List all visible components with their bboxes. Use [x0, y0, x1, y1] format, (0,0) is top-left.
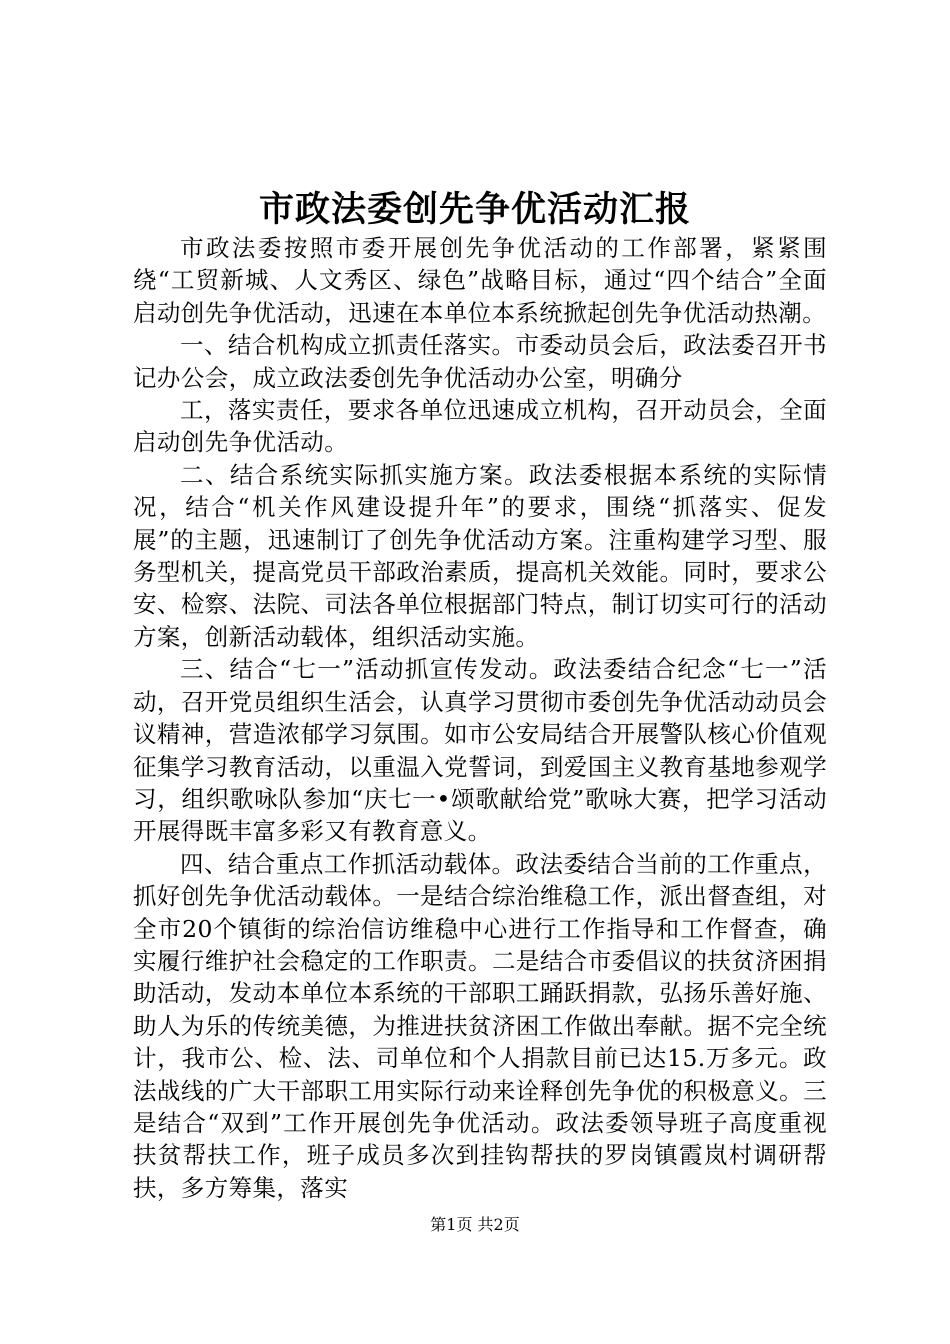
paragraph-section-2: 二、结合系统实际抓实施方案。政法委根据本系统的实际情况，结合“机关作风建设提升年”的要求，围绕“抓落实、促发展”的主题，迅速制订了创先争优活动方案。注重构建学习型、服务型机关，提高党员干部政治素质，提高机关效能。同时，要求公安、检察、法院、司法各单位根据部门特点，制订切实可行的活动方案，创新活动载体，组织活动实施。: [133, 460, 827, 651]
paragraph-section-1-continued: 工，落实责任，要求各单位迅速成立机构，召开动员会，全面启动创先争优活动。: [133, 396, 827, 457]
page-footer: 第1页 共2页: [430, 1215, 520, 1234]
paragraph-section-3: 三、结合“七一”活动抓宣传发动。政法委结合纪念“七一”活动，召开党员组织生活会，认真学习贯彻市委创先争优活动动员会议精神，营造浓郁学习氛围。如市公安局结合开展警队核心价值观征集学习教育活动，以重温入党誓词，到爱国主义教育基地参观学习，组织歌咏队参加“庆七一•颂歌献给党”歌咏大赛，把学习活动开展得既丰富多彩又有教育意义。: [133, 655, 827, 846]
document-body: [133, 232, 827, 1204]
paragraph-section-4: 四、结合重点工作抓活动载体。政法委结合当前的工作重点，抓好创先争优活动载体。一是结合综治维稳工作，派出督查组，对全市20个镇街的综治信访维稳中心进行工作指导和工作督查，确实履行维护社会稳定的工作职责。二是结合市委倡议的扶贫济困捐助活动，发动本单位本系统的干部职工踊跃捐款，弘扬乐善好施、助人为乐的传统美德，为推进扶贫济困工作做出奉献。据不完全统计，我市公、检、法、司单位和个人捐款目前已达15.万多元。政法战线的广大干部职工用实际行动来诠释创先争优的积极意义。三是结合“双到”工作开展创先争优活动。政法委领导班子高度重视扶贫帮扶工作，班子成员多次到挂钩帮扶的罗岗镇霞岚村调研帮扶，多方筹集，落实: [133, 849, 827, 1202]
document-title: 市政法委创先争优活动汇报: [258, 189, 691, 230]
paragraph-intro: 市政法委按照市委开展创先争优活动的工作部署，紧紧围绕“工贸新城、人文秀区、绿色”战略目标，通过“四个结合”全面启动创先争优活动，迅速在本单位本系统掀起创先争优活动热潮。: [133, 234, 827, 327]
paragraph-section-1: 一、结合机构成立抓责任落实。市委动员会后，政法委召开书记办公会，成立政法委创先争优活动办公室，明确分: [133, 331, 827, 392]
